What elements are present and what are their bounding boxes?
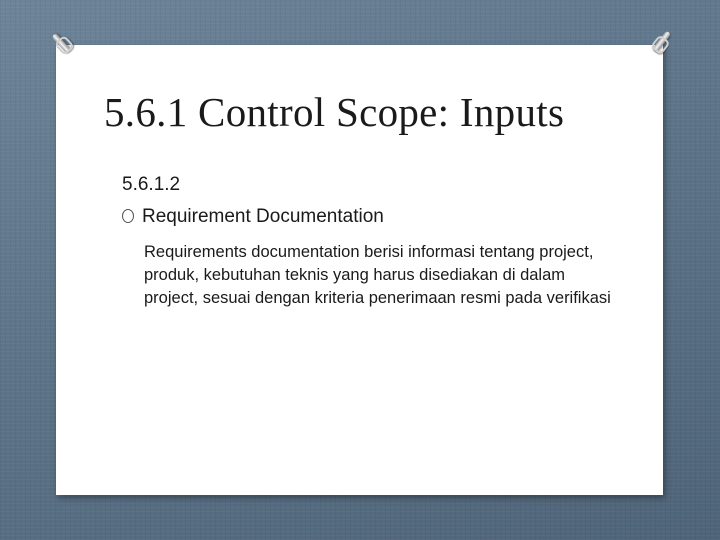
body-paragraph: Requirements documentation berisi informasi tentang project, produk, kebutuhan teknis yang harus disediakan di dalam project, sesuai dengan kriteria penerimaan resmi pada verifikasi [144, 243, 611, 307]
bullet-marker-icon [122, 209, 134, 223]
bullet-item [122, 206, 384, 228]
bullet-label: Requirement Documentation [142, 206, 384, 227]
slide-title: 5.6.1 Control Scope: Inputs [104, 89, 565, 135]
paperclip-icon [650, 28, 675, 54]
section-number: 5.6.1.2 [122, 174, 181, 195]
